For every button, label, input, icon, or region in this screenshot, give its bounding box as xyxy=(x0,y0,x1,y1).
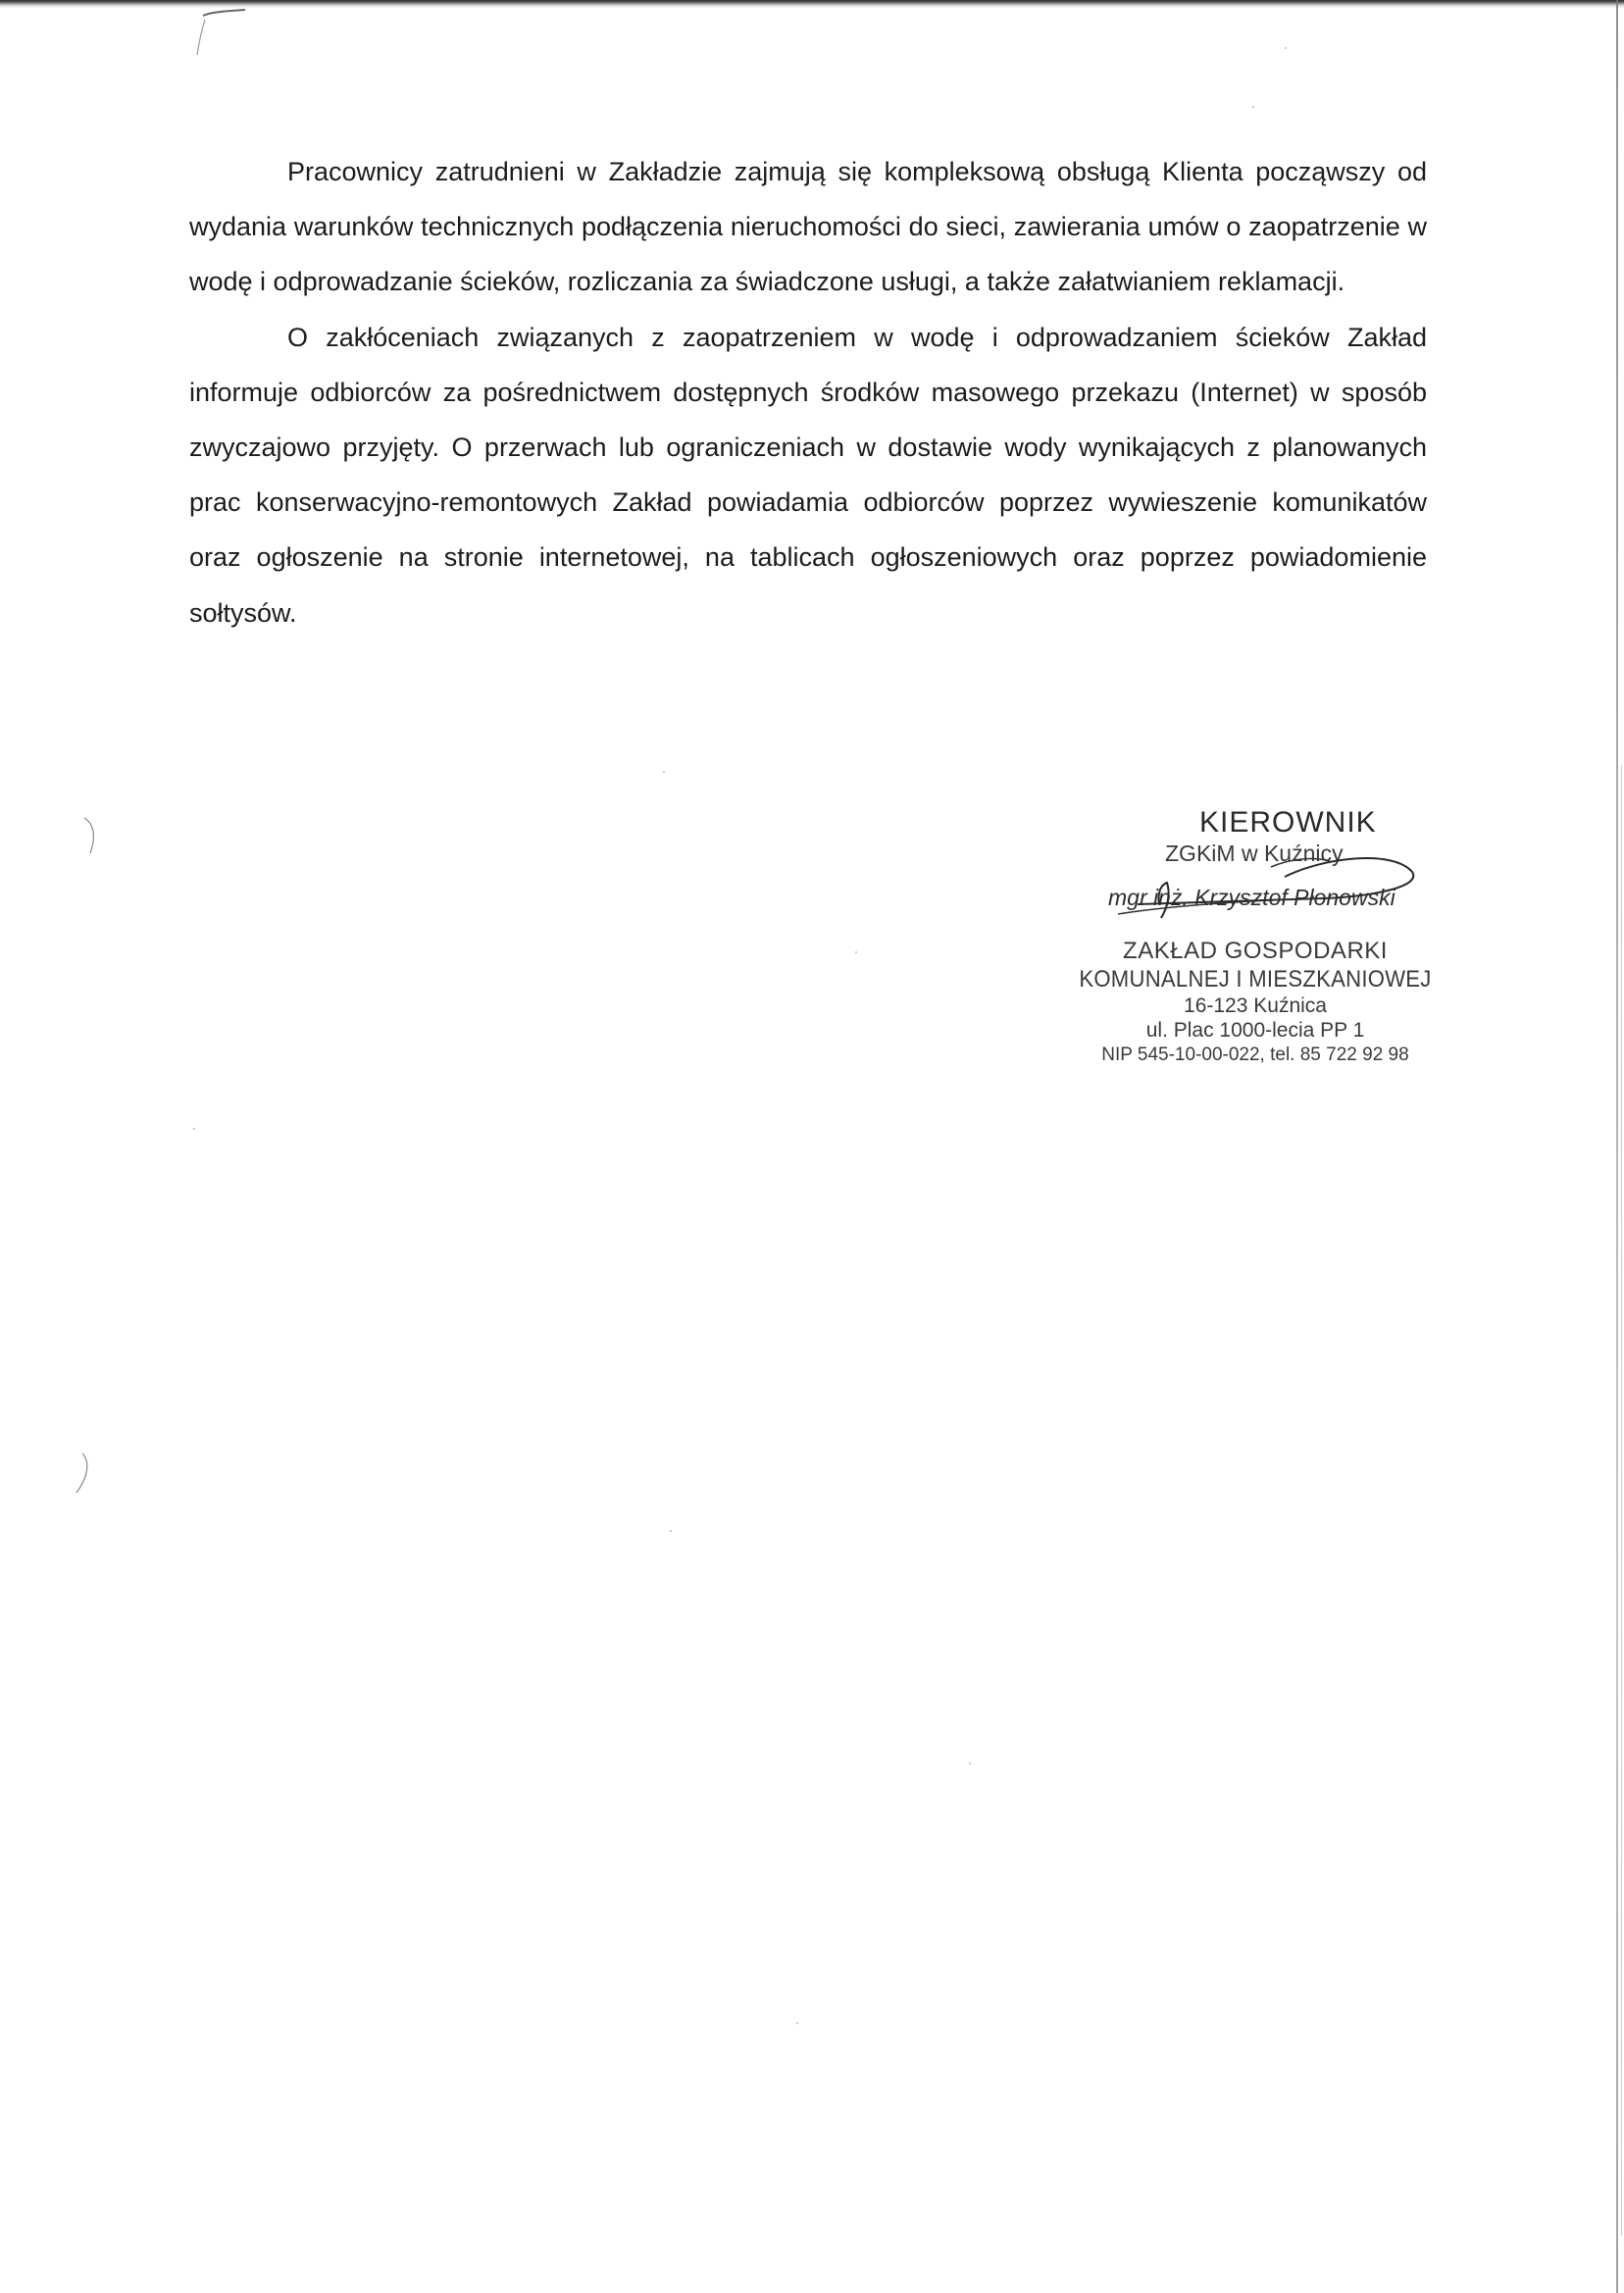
scan-speck xyxy=(1252,106,1254,108)
signature-stamp xyxy=(1059,806,1451,924)
signature-unit: ZGKiM w Kuźnicy xyxy=(1165,841,1344,866)
stamp-company-name: ZAKŁAD GOSPODARKI xyxy=(1123,938,1388,964)
stamp-company-name-cont: KOMUNALNEJ I MIESZKANIOWEJ xyxy=(1079,966,1432,993)
signature-title: KIEROWNIK xyxy=(1199,806,1377,839)
scan-speck xyxy=(670,1530,672,1532)
signature-name: mgr inż. Krzysztof Płonowski xyxy=(1108,885,1396,910)
scan-speck xyxy=(1285,47,1287,49)
stamp-street: ul. Plac 1000-lecia PP 1 xyxy=(1145,1019,1365,1042)
scan-speck xyxy=(855,951,857,953)
scan-speck xyxy=(796,2022,798,2024)
punch-hole-mark-top xyxy=(78,814,108,863)
punch-hole-mark-bottom xyxy=(71,1450,100,1499)
scan-right-edge-inner xyxy=(1621,765,1622,2236)
scan-top-edge xyxy=(0,0,1624,8)
paragraph: Pracownicy zatrudnieni w Zakładzie zajmują się kompleksową obsługą Klienta począwszy od wydania warunków technicznych podłączenia nieruchomości do sieci, zawierania umów o zaopatrzenie w wodę i odprowadzanie ścieków, rozliczania za świadczone usługi, a także załatwianiem reklamacji. xyxy=(189,157,1427,297)
document-body xyxy=(189,144,1427,640)
scan-speck xyxy=(193,1128,195,1130)
scan-right-edge xyxy=(1616,0,1618,2293)
stamp-nip-phone: NIP 545-10-00-022, tel. 85 722 92 98 xyxy=(1101,1045,1409,1065)
scan-speck xyxy=(969,1762,971,1764)
handwritten-signature xyxy=(1098,828,1432,921)
paragraph: O zakłóceniach związanych z zaopatrzeniem w wodę i odprowadzaniem ścieków Zakład informuje odbiorców za pośrednictwem dostępnych środków masowego przekazu (Internet) w sposób zwyczajowo przyjęty. O przerwach lub ograniczeniach w dostawie wody wynikających z planowanych prac konserwacyjno-remontowych Zakład powiadamia odbiorców poprzez wywieszenie komunikatów oraz ogłoszenie na stronie internetowej, na tablicach ogłoszeniowych oraz poprzez powiadomienie sołtysów. xyxy=(189,322,1427,628)
scan-corner-mark xyxy=(191,8,250,67)
stamp-postal-code: 16-123 Kuźnica xyxy=(1184,994,1327,1017)
scan-speck xyxy=(663,771,665,773)
company-stamp xyxy=(1059,937,1451,1067)
